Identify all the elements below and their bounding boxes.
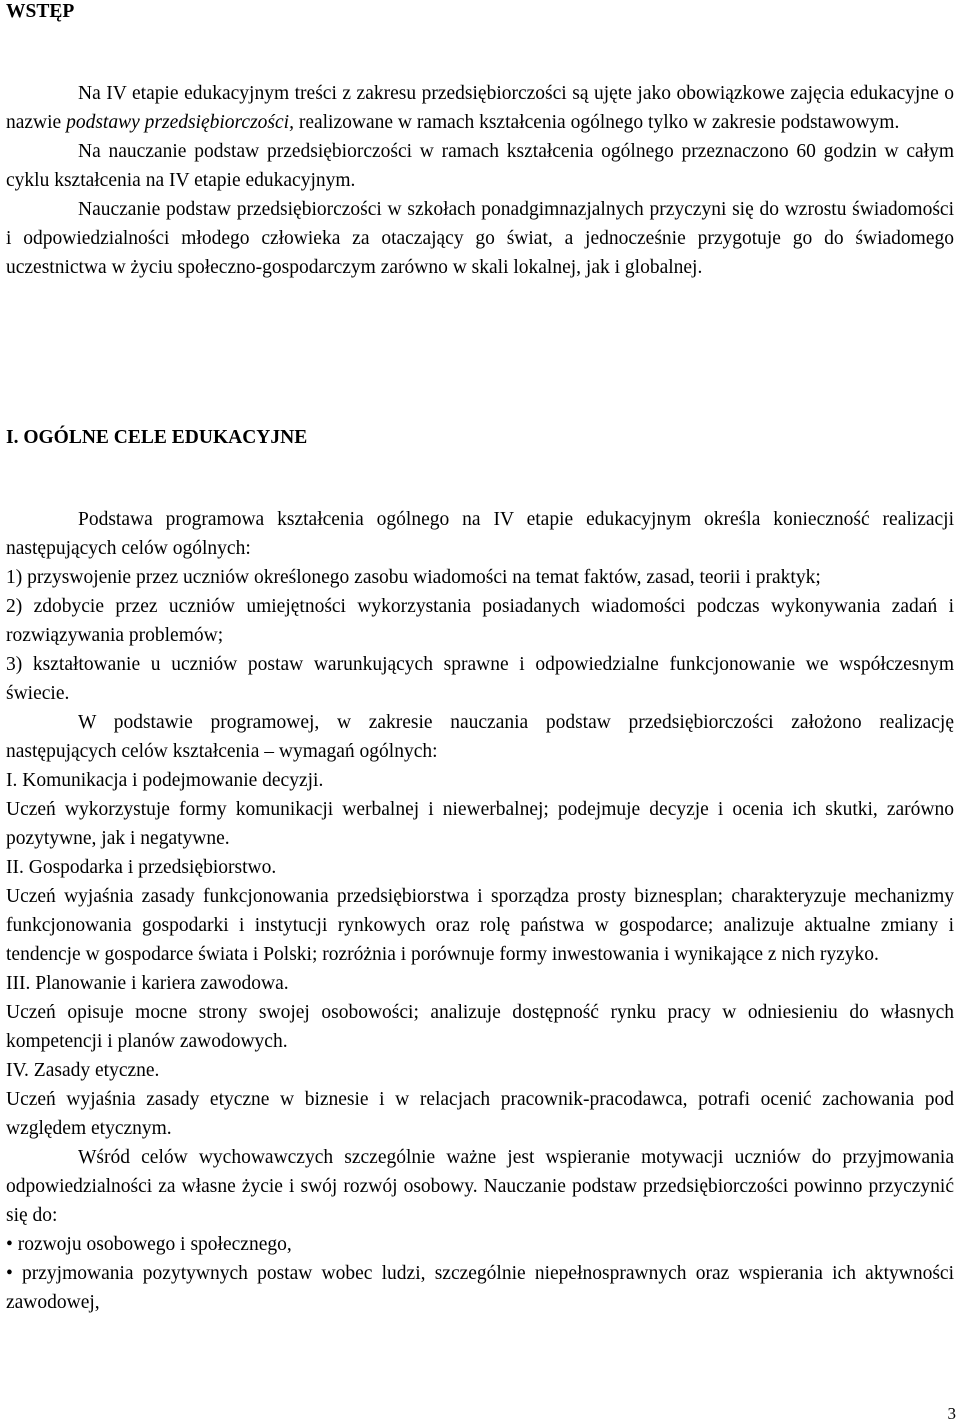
goals-paragraph-2: W podstawie programowej, w zakresie nauczania podstaw przedsiębiorczości założono realizację następujących celów kształcenia – wymagań ogólnych: xyxy=(6,712,954,762)
goal-item-2: 2) zdobycie przez uczniów umiejętności wykorzystania posiadanych wiadomości podczas wykonywania zadań i rozwiązywania problemów; xyxy=(6,596,954,646)
intro-p1-italic: podstawy przedsiębiorczości, xyxy=(66,112,294,133)
goal-item-1: 1) przyswojenie przez uczniów określonego zasobu wiadomości na temat faktów, zasad, teorii i praktyk; xyxy=(6,567,821,588)
goals-section xyxy=(6,505,954,1317)
requirement-title-1: I. Komunikacja i podejmowanie decyzji. xyxy=(6,770,324,791)
goals-paragraph-1: Podstawa programowa kształcenia ogólnego na IV etapie edukacyjnym określa konieczność realizacji następujących celów ogólnych: xyxy=(6,509,954,559)
requirement-text-4: Uczeń wyjaśnia zasady etyczne w biznesie i w relacjach pracownik-pracodawca, potrafi ocenić zachowania pod względem etycznym. xyxy=(6,1089,954,1139)
heading-general-goals: I. OGÓLNE CELE EDUKACYJNE xyxy=(6,427,308,448)
intro-paragraph-3: Nauczanie podstaw przedsiębiorczości w szkołach ponadgimnazjalnych przyczyni się do wzrostu świadomości i odpowiedzialności młodego człowieka za otaczający go świat, a jednocześnie przygotuje go do świadomego uczestnictwa w życiu społeczno-gospodarczym zarówno w skali lokalnej, jak i globalnej. xyxy=(6,199,954,278)
requirement-title-3: III. Planowanie i kariera zawodowa. xyxy=(6,973,289,994)
goals-paragraph-3: Wśród celów wychowawczych szczególnie ważne jest wspieranie motywacji uczniów do przyjmowania odpowiedzialności za własne życie i swój rozwój osobowy. Nauczanie podstaw przedsiębiorczości powinno przyczynić się do: xyxy=(6,1147,954,1226)
requirement-title-4: IV. Zasady etyczne. xyxy=(6,1060,160,1081)
bullet-item-2: • przyjmowania pozytywnych postaw wobec ludzi, szczególnie niepełnosprawnych oraz wspierania ich aktywności zawodowej, xyxy=(6,1263,954,1313)
heading-wstep: WSTĘP xyxy=(6,1,75,22)
requirement-text-2: Uczeń wyjaśnia zasady funkcjonowania przedsiębiorstwa i sporządza prosty biznesplan; charakteryzuje mechanizmy funkcjonowania gospodarki i instytucji rynkowych oraz rolę państwa w gospodarce; analizuje aktualne zmiany i tendencje w gospodarce świata i Polski; rozróżnia i porównuje formy inwestowania i wynikające z nich ryzyko. xyxy=(6,886,954,965)
requirement-title-2: II. Gospodarka i przedsiębiorstwo. xyxy=(6,857,277,878)
requirement-text-1: Uczeń wykorzystuje formy komunikacji werbalnej i niewerbalnej; podejmuje decyzje i ocenia ich skutki, zarówno pozytywne, jak i negatywne. xyxy=(6,799,954,849)
page-number: 3 xyxy=(947,1404,956,1423)
intro-paragraph-1 xyxy=(6,79,954,137)
goal-item-3: 3) kształtowanie u uczniów postaw warunkujących sprawne i odpowiedzialne funkcjonowanie we współczesnym świecie. xyxy=(6,654,954,704)
bullet-item-1: • rozwoju osobowego i społecznego, xyxy=(6,1234,292,1255)
intro-paragraph-2: Na nauczanie podstaw przedsiębiorczości w ramach kształcenia ogólnego przeznaczono 60 godzin w całym cyklu kształcenia na IV etapie edukacyjnym. xyxy=(6,141,954,191)
requirement-text-3: Uczeń opisuje mocne strony swojej osobowości; analizuje dostępność rynku pracy w odniesieniu do własnych kompetencji i planów zawodowych. xyxy=(6,1002,954,1052)
intro-section xyxy=(6,79,954,282)
intro-p1-text: Na IV etapie edukacyjnym treści z zakresu przedsiębiorczości są ujęte jako obowiązkowe zajęcia edukacyjne o nazwie xyxy=(6,83,954,133)
intro-p1-text-after: realizowane w ramach kształcenia ogólnego tylko w zakresie podstawowym. xyxy=(293,112,900,133)
